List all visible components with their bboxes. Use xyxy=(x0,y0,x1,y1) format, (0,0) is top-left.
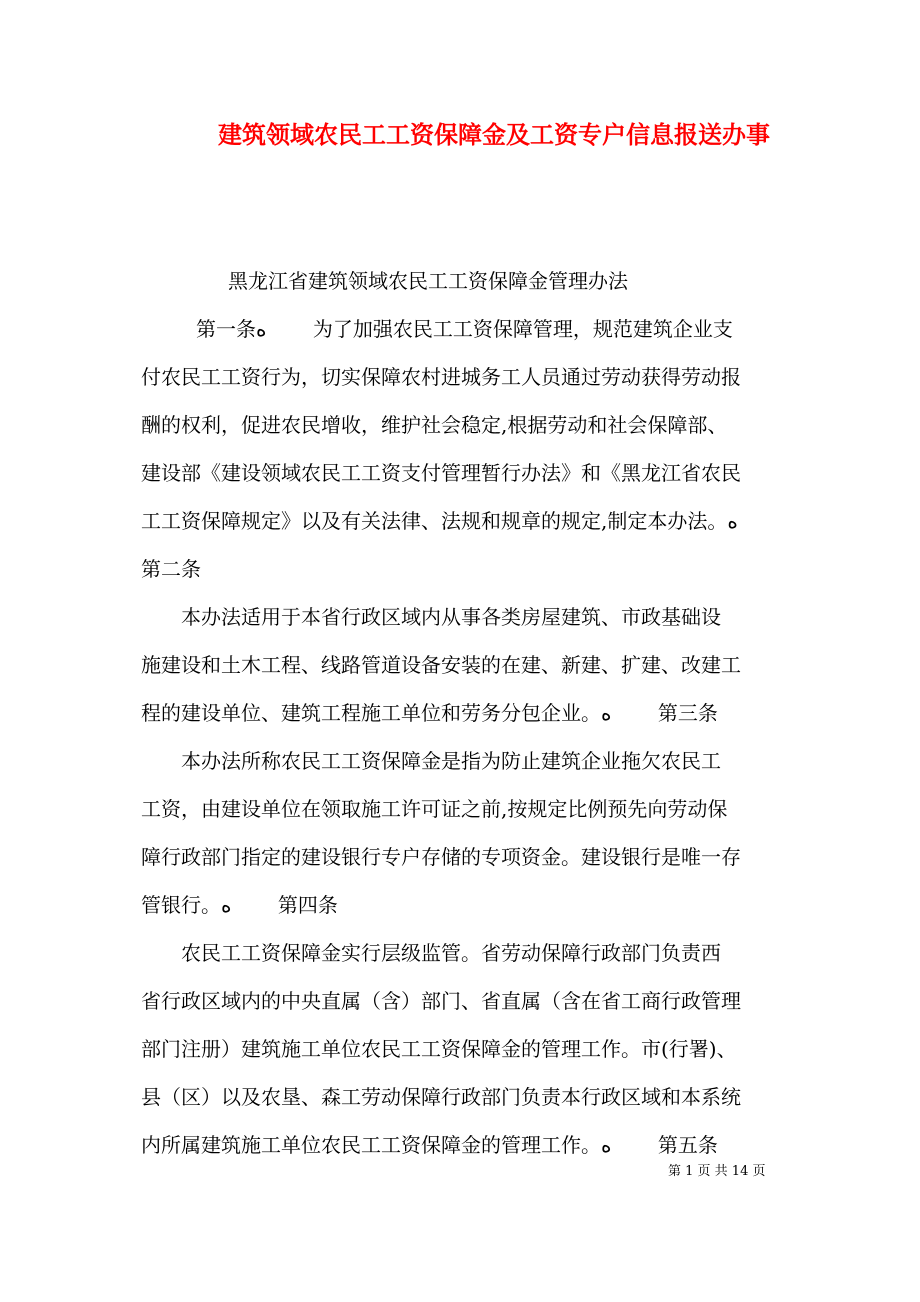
body-line: 内所属建筑施工单位农民工工资保障金的管理工作。ﻩ 第五条 xyxy=(141,1133,718,1157)
body-line: 管银行。ﻩ 第四条 xyxy=(141,893,338,917)
page-footer: 第 1 页 共 14 页 xyxy=(668,1164,766,1179)
body-line: 省行政区域内的中央直属（含）部门、省直属（含在省工商行政管理 xyxy=(141,989,741,1013)
body-line: 第二条 xyxy=(141,557,201,581)
body-line: 付农民工工资行为，切实保障农村进城务工人员通过劳动获得劳动报 xyxy=(141,365,741,389)
body-line: 本办法适用于本省行政区域内从事各类房屋建筑、市政基础设 xyxy=(141,605,721,629)
body-line: 第一条ﻩ 为了加强农民工工资保障管理，规范建筑企业支 xyxy=(196,317,733,341)
body-line: 施建设和土木工程、线路管道设备安装的在建、新建、扩建、改建工 xyxy=(141,653,741,677)
body-line: 酬的权利，促进农民增收，维护社会稳定,根据劳动和社会保障部、 xyxy=(141,413,728,437)
body-line: 工工资保障规定》以及有关法律、法规和规章的规定,制定本办法。ﻩ xyxy=(141,509,738,533)
body-line: 县（区）以及农垦、森工劳动保障行政部门负责本行政区域和本系统 xyxy=(141,1085,741,1109)
document-title: 建筑领域农民工工资保障金及工资专户信息报送办事 xyxy=(218,120,770,149)
body-line: 工资，由建设单位在领取施工许可证之前,按规定比例预先向劳动保 xyxy=(141,797,728,821)
body-line: 农民工工资保障金实行层级监管。省劳动保障行政部门负责西 xyxy=(141,941,721,965)
body-line: 本办法所称农民工工资保障金是指为防止建筑企业拖欠农民工 xyxy=(141,749,721,773)
body-line: 建设部《建设领域农民工工资支付管理暂行办法》和《黑龙江省农民 xyxy=(141,461,741,485)
body-line: 障行政部门指定的建设银行专户存储的专项资金。建设银行是唯一存 xyxy=(141,845,741,869)
body-line: 部门注册）建筑施工单位农民工工资保障金的管理工作。市(行署)、 xyxy=(141,1037,737,1061)
body-line: 程的建设单位、建筑工程施工单位和劳务分包企业。ﻩ 第三条 xyxy=(141,701,718,725)
document-subtitle: 黑龙江省建筑领域农民工工资保障金管理办法 xyxy=(228,269,628,293)
